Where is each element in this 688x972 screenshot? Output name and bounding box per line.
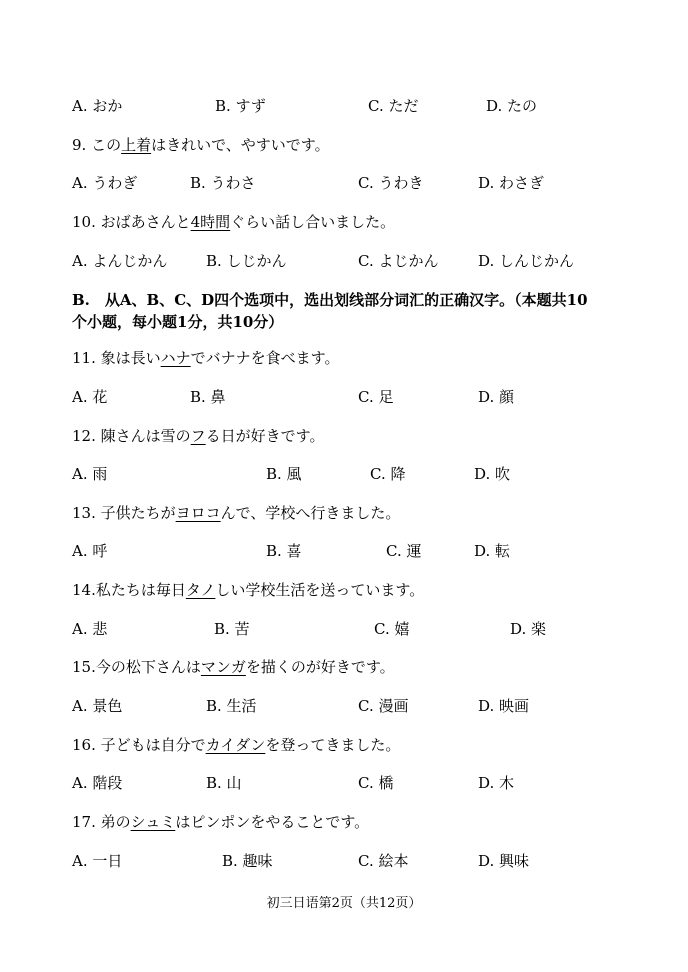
q13-option-c: C. 運 — [386, 542, 422, 560]
question-text: でバナナを食べます。 — [190, 349, 340, 367]
q17-option-d: D. 興味 — [478, 852, 530, 870]
q10-option-a: A. よんじかん — [72, 252, 168, 270]
question-text: る日が好きです。 — [205, 427, 325, 445]
section-b-instructions — [72, 289, 632, 333]
q17-option-b: B. 趣味 — [222, 852, 273, 870]
q12-option-a: A. 雨 — [72, 465, 108, 483]
q17-option-a: A. 一日 — [72, 852, 123, 870]
q16-option-c: C. 橋 — [358, 774, 394, 792]
question-text: 16. 子どもは自分で — [72, 736, 206, 754]
q13-option-b: B. 喜 — [266, 542, 302, 560]
section-b-line-2: 个小题，每小题1分，共10分） — [72, 313, 284, 331]
q14-option-d: D. 楽 — [510, 620, 547, 638]
question-text: 14.私たちは毎日 — [72, 581, 186, 599]
question-16 — [72, 734, 400, 756]
underlined-word: シュミ — [130, 813, 176, 831]
q15-option-b: B. 生活 — [206, 697, 257, 715]
underlined-word: タノ — [185, 581, 216, 599]
underlined-word: ヨロコ — [175, 504, 221, 522]
q11-option-b: B. 鼻 — [190, 388, 226, 406]
question-10 — [72, 211, 395, 233]
q16-option-b: B. 山 — [206, 774, 242, 792]
q16-option-d: D. 木 — [478, 774, 515, 792]
question-text: ぐらい話し合いました。 — [230, 213, 396, 231]
q11-option-c: C. 足 — [358, 388, 394, 406]
question-text: 9. この — [72, 136, 122, 154]
q8-option-c: C. ただ — [368, 97, 419, 115]
question-text: 12. 陳さんは雪の — [72, 427, 191, 445]
q16-option-a: A. 階段 — [72, 774, 123, 792]
question-text: 15.今の松下さんは — [72, 658, 201, 676]
q8-option-b: B. すず — [215, 97, 266, 115]
q11-option-a: A. 花 — [72, 388, 108, 406]
q14-option-a: A. 悲 — [72, 620, 108, 638]
question-text: 10. おばあさんと — [72, 213, 191, 231]
q8-option-a: A. おか — [72, 97, 123, 115]
q13-option-d: D. 転 — [474, 542, 511, 560]
q9-option-d: D. わさぎ — [478, 174, 545, 192]
q15-option-a: A. 景色 — [72, 697, 123, 715]
q12-option-c: C. 降 — [370, 465, 406, 483]
q15-option-d: D. 映画 — [478, 697, 530, 715]
underlined-word: 上着 — [121, 136, 152, 154]
q10-option-c: C. よじかん — [358, 252, 439, 270]
question-14 — [72, 579, 424, 601]
question-text: はきれいで、やすいです。 — [151, 136, 330, 154]
q17-option-c: C. 絵本 — [358, 852, 409, 870]
question-text: を描くのが好きです。 — [245, 658, 395, 676]
question-text: を登ってきました。 — [265, 736, 401, 754]
q10-option-b: B. しじかん — [206, 252, 287, 270]
question-text: んで、学校へ行きました。 — [220, 504, 401, 522]
underlined-word: 4時間 — [190, 213, 231, 231]
question-text: しい学校生活を送っています。 — [215, 581, 425, 599]
question-text: 11. 象は長い — [72, 349, 161, 367]
q13-option-a: A. 呼 — [72, 542, 108, 560]
question-15 — [72, 656, 395, 678]
question-17 — [72, 811, 369, 833]
question-text: はピンポンをやることです。 — [175, 813, 370, 831]
underlined-word: カイダン — [205, 736, 266, 754]
underlined-word: マンガ — [200, 658, 246, 676]
question-9 — [72, 134, 330, 156]
question-text: 17. 弟の — [72, 813, 131, 831]
section-b-line-1: B. 从A、B、C、D四个选项中，选出划线部分词汇的正确汉字。（本题共10 — [72, 291, 588, 309]
question-13 — [72, 502, 400, 524]
question-11 — [72, 347, 339, 369]
q9-option-b: B. うわさ — [190, 174, 256, 192]
q14-option-c: C. 嬉 — [374, 620, 410, 638]
q14-option-b: B. 苦 — [214, 620, 250, 638]
q12-option-d: D. 吹 — [474, 465, 511, 483]
q11-option-d: D. 顔 — [478, 388, 515, 406]
q15-option-c: C. 漫画 — [358, 697, 409, 715]
page-footer: 初三日语第2页（共12页） — [266, 896, 422, 911]
underlined-word: ハナ — [160, 349, 191, 367]
question-text: 13. 子供たちが — [72, 504, 176, 522]
q8-option-d: D. たの — [486, 97, 538, 115]
q10-option-d: D. しんじかん — [478, 252, 575, 270]
underlined-word: フ — [190, 427, 206, 445]
q9-option-c: C. うわき — [358, 174, 424, 192]
q12-option-b: B. 風 — [266, 465, 302, 483]
q9-option-a: A. うわぎ — [72, 174, 138, 192]
question-12 — [72, 425, 324, 447]
